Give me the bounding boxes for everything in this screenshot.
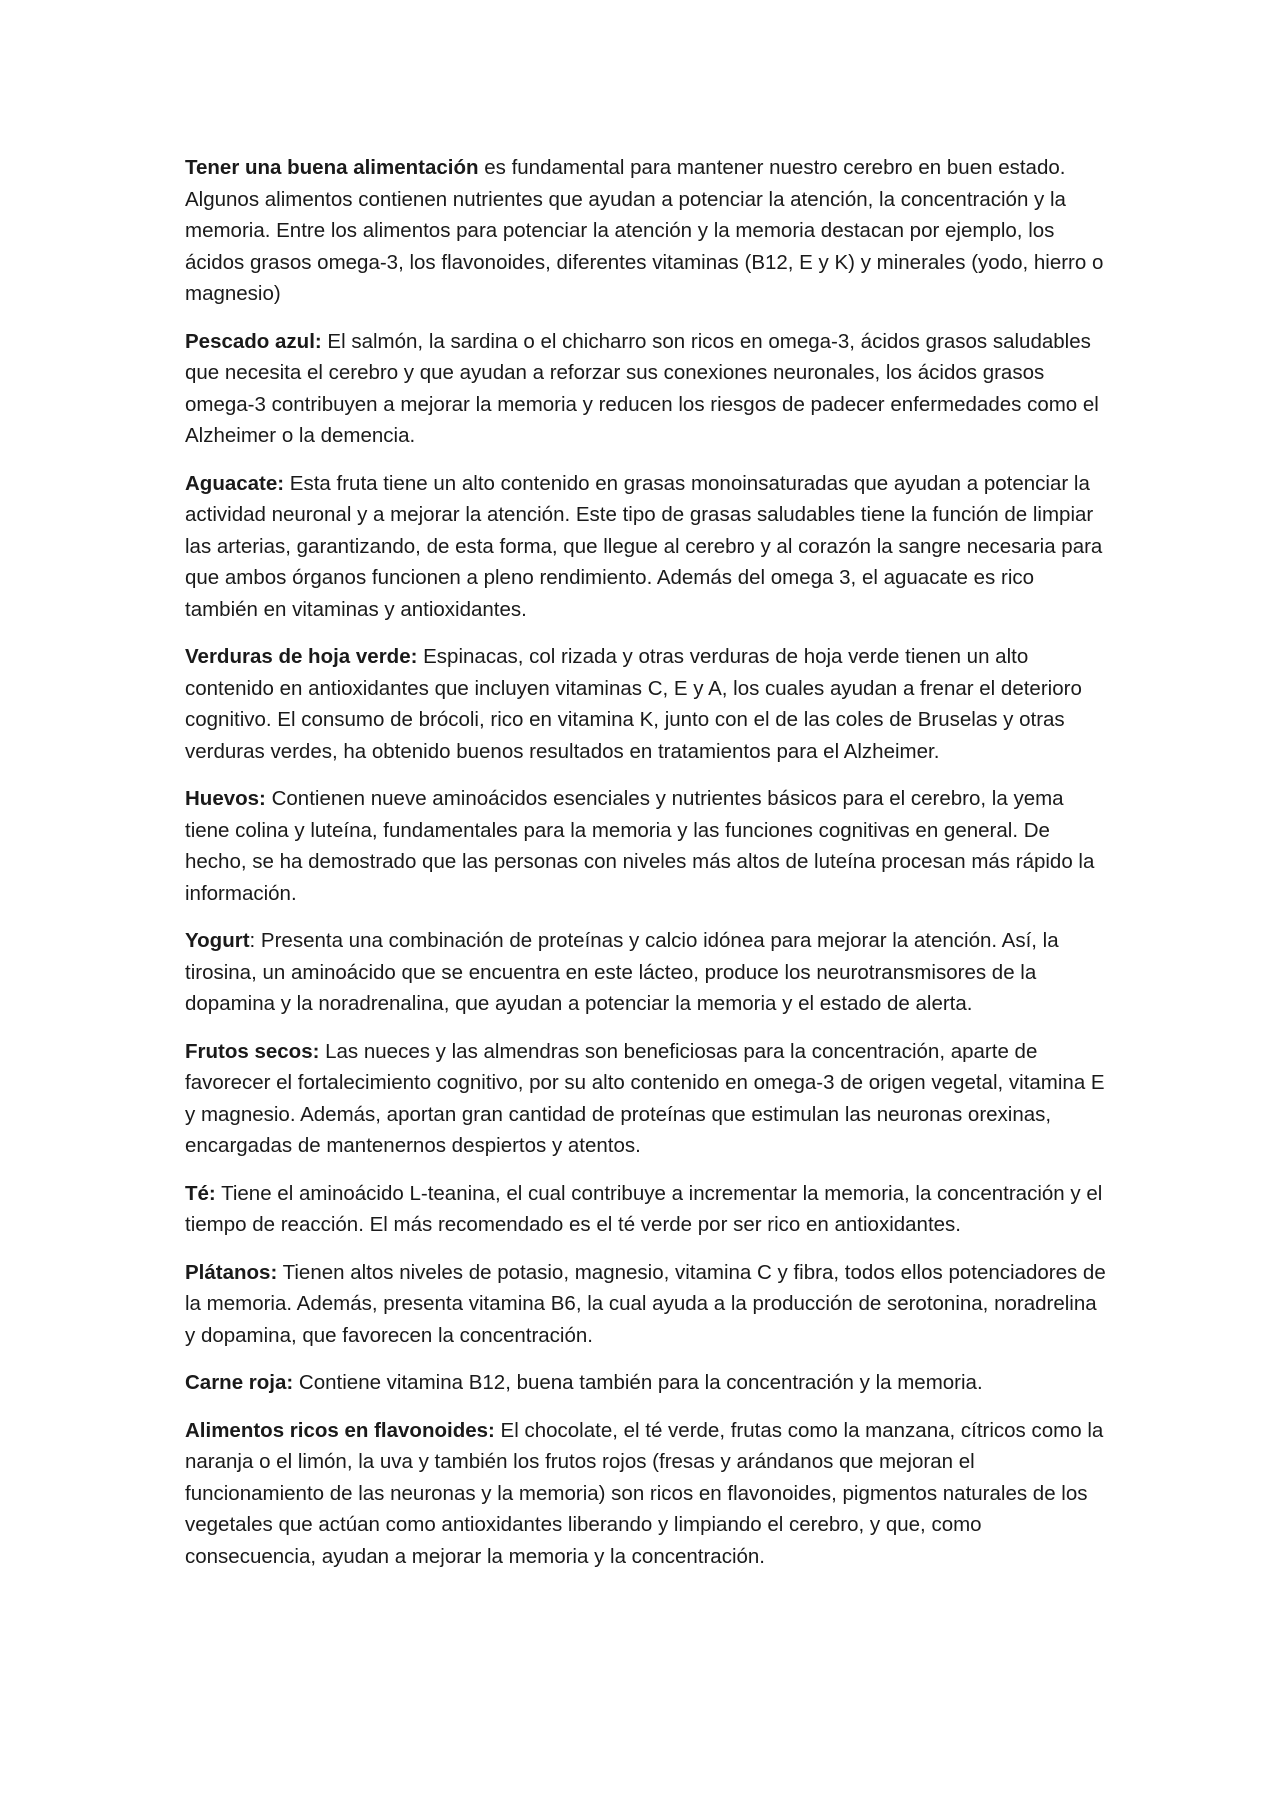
paragraph-lead: Huevos: [185, 787, 266, 810]
paragraph-text: : Presenta una combinación de proteínas y calcio idónea para mejorar la atención. Así, la tirosina, un aminoácido que se encuentra en este lácteo, produce los neurotransmisores de la dopamina y la noradrenalina, que ayudan a potenciar la memoria y el estado de alerta. [185, 929, 1059, 1015]
paragraph-verduras [185, 641, 1110, 767]
paragraph-lead: Yogurt [185, 929, 250, 952]
document-body [185, 152, 1110, 1588]
paragraph-text: Esta fruta tiene un alto contenido en grasas monoinsaturadas que ayudan a potenciar la actividad neuronal y a mejorar la atención. Este tipo de grasas saludables tiene la función de limpiar las arterias, garantizando, de esta forma, que llegue al cerebro y al corazón la sangre necesaria para que ambos órganos funcionen a pleno rendimiento. Además del omega 3, el aguacate es rico también en vitaminas y antioxidantes. [185, 471, 1103, 621]
paragraph-platanos [185, 1257, 1110, 1352]
paragraph-pescado-azul [185, 326, 1110, 452]
paragraph-intro [185, 152, 1110, 310]
paragraph-text: es fundamental para mantener nuestro cerebro en buen estado. Algunos alimentos contienen nutrientes que ayudan a potenciar la atención, la concentración y la memoria. Entre los alimentos para potenciar la atención y la memoria destacan por ejemplo, los ácidos grasos omega-3, los flavonoides, diferentes vitaminas (B12, E y K) y minerales (yodo, hierro o magnesio) [185, 156, 1104, 305]
paragraph-lead: Pescado azul: [185, 329, 322, 353]
paragraph-yogurt [185, 925, 1110, 1020]
paragraph-carne-roja [185, 1367, 1110, 1399]
paragraph-lead: Carne roja: [185, 1371, 294, 1394]
paragraph-text: Contiene vitamina B12, buena también para la concentración y la memoria. [293, 1371, 983, 1394]
paragraph-aguacate [185, 468, 1110, 626]
paragraph-text: Espinacas, col rizada y otras verduras de hoja verde tienen un alto contenido en antioxidantes que incluyen vitaminas C, E y A, los cuales ayudan a frenar el deterioro cognitivo. El consumo de brócoli, rico en vitamina K, junto con el de las coles de Bruselas y otras verduras verdes, ha obtenido buenos resultados en tratamientos para el Alzheimer. [185, 645, 1082, 763]
paragraph-lead: Té: [185, 1181, 216, 1205]
paragraph-text: El salmón, la sardina o el chicharro son ricos en omega-3, ácidos grasos saludables que necesita el cerebro y que ayudan a reforzar sus conexiones neuronales, los ácidos grasos omega-3 contribuyen a mejorar la memoria y reducen los riesgos de padecer enfermedades como el Alzheimer o la demencia. [185, 329, 1099, 447]
paragraph-text: Tiene el aminoácido L-teanina, el cual contribuye a incrementar la memoria, la concentración y el tiempo de reacción. El más recomendado es el té verde por ser rico en antioxidantes. [185, 1181, 1103, 1236]
paragraph-lead: Plátanos: [185, 1260, 278, 1284]
paragraph-lead: Alimentos ricos en flavonoides: [185, 1418, 495, 1442]
paragraph-lead: Tener una buena alimentación [185, 156, 479, 179]
paragraph-frutos-secos [185, 1036, 1110, 1162]
paragraph-lead: Aguacate: [185, 471, 285, 495]
paragraph-text: Tienen altos niveles de potasio, magnesio, vitamina C y fibra, todos ellos potenciadores de la memoria. Además, presenta vitamina B6, la cual ayuda a la producción de serotonina, noradrelina y dopamina, que favorecen la concentración. [185, 1260, 1106, 1347]
paragraph-lead: Verduras de hoja verde: [185, 645, 418, 668]
paragraph-lead: Frutos secos: [185, 1039, 320, 1063]
paragraph-flavonoides [185, 1415, 1110, 1573]
paragraph-huevos [185, 783, 1110, 909]
paragraph-te [185, 1178, 1110, 1241]
paragraph-text: El chocolate, el té verde, frutas como la manzana, cítricos como la naranja o el limón, la uva y también los frutos rojos (fresas y arándanos que mejoran el funcionamiento de las neuronas y la memoria) son ricos en flavonoides, pigmentos naturales de los vegetales que actúan como antioxidantes liberando y limpiando el cerebro, y que, como consecuencia, ayudan a mejorar la memoria y la concentración. [185, 1418, 1104, 1568]
paragraph-text: Las nueces y las almendras son beneficiosas para la concentración, aparte de favorecer el fortalecimiento cognitivo, por su alto contenido en omega-3 de origen vegetal, vitamina E y magnesio. Además, aportan gran cantidad de proteínas que estimulan las neuronas orexinas, encargadas de mantenernos despiertos y atentos. [185, 1039, 1105, 1157]
paragraph-text: Contienen nueve aminoácidos esenciales y nutrientes básicos para el cerebro, la yema tiene colina y luteína, fundamentales para la memoria y las funciones cognitivas en general. De hecho, se ha demostrado que las personas con niveles más altos de luteína procesan más rápido la información. [185, 787, 1095, 905]
